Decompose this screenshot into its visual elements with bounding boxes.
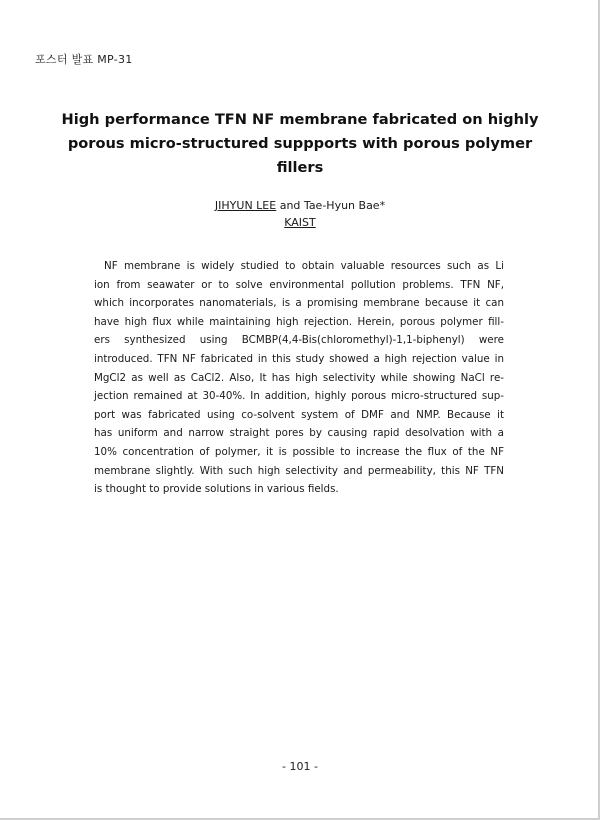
abstract-line: 10% concentration of polymer, it is possible to increase the flux of the NF — [94, 445, 504, 458]
abstract-line: has uniform and narrow straight pores by causing rapid desolvation with a — [94, 427, 504, 440]
affiliation: KAIST — [284, 216, 316, 229]
title-line: fillers — [276, 159, 324, 176]
abstract-body — [94, 257, 504, 499]
abstract-line: membrane slightly. With such high selectivity and permeability, this NF TFN — [94, 464, 504, 477]
author-list — [0, 197, 600, 214]
abstract-line: ers synthesized using BCMBP(4,4-Bis(chloromethyl)-1,1-biphenyl) were — [94, 334, 504, 347]
page-number: - 101 - — [282, 760, 318, 773]
paper-title — [60, 108, 540, 180]
abstract-line: have high flux while maintaining high rejection. Herein, porous polymer fill- — [94, 315, 504, 328]
abstract-line: MgCl2 as well as CaCl2. Also, It has high selectivity while showing NaCl re- — [94, 371, 504, 384]
author-connector: and — [276, 199, 304, 212]
abstract-line: which incorporates nanomaterials, is a promising membrane because it can — [94, 297, 504, 310]
abstract-line: introduced. TFN NF fabricated in this study showed a high rejection value in — [94, 352, 504, 365]
title-line: porous micro-structured suppports with porous polymer — [67, 135, 533, 152]
session-label: 포스터 발표 MP-31 — [35, 53, 133, 66]
abstract-line: is thought to provide solutions in various fields. — [94, 483, 339, 496]
abstract-line: ion from seawater or to solve environmental pollution problems. TFN NF, — [94, 278, 504, 291]
abstract-line: jection remained at 30-40%. In addition, highly porous micro-structured sup- — [94, 390, 504, 403]
author-name: Tae-Hyun Bae* — [303, 199, 386, 212]
abstract-line: port was fabricated using co-solvent system of DMF and NMP. Because it — [94, 408, 504, 421]
title-line: High performance TFN NF membrane fabricated on highly — [61, 111, 539, 128]
abstract-line: NF membrane is widely studied to obtain valuable resources such as Li — [104, 260, 504, 272]
author-name: JIHYUN LEE — [214, 199, 277, 212]
